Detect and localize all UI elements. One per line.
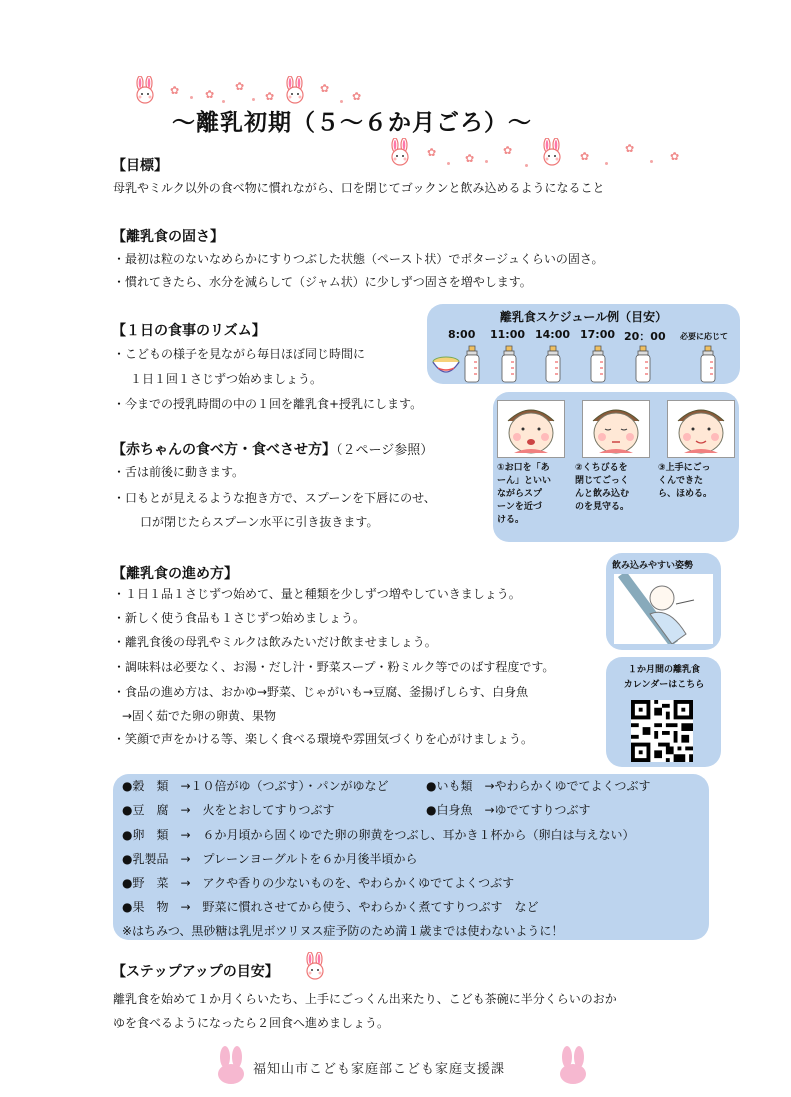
flower-icon: ✿: [205, 88, 215, 101]
feeding-heading-text: 【赤ちゃんの食べ方・食べさせ方】: [112, 442, 336, 458]
step-caption-line: のを見守る。: [575, 502, 630, 512]
baby-face-icon: [498, 401, 564, 457]
feeding-heading: [112, 439, 433, 459]
bunny-silhouette-icon: [556, 1045, 590, 1085]
schedule-time: 8:00: [448, 328, 476, 341]
dot-icon: [252, 98, 255, 101]
step-caption-line: ①お口を「あ: [497, 463, 550, 473]
page-title: ～離乳初期（５～６か月ごろ）～: [172, 110, 532, 136]
bunny-icon: [539, 138, 565, 166]
flower-icon: ✿: [670, 150, 680, 163]
goal-heading: 【目標】: [112, 158, 168, 174]
bottle-icon: [588, 344, 608, 384]
feeding-line: ・舌は前後に動きます。: [113, 465, 245, 479]
baby-face-icon: [668, 401, 734, 457]
dot-icon: [340, 100, 343, 103]
posture-label: 飲み込みやすい姿勢: [612, 561, 694, 571]
baby-face-icon: [583, 401, 649, 457]
schedule-time: 必要に応じて: [680, 332, 728, 341]
rhythm-line: ・こどもの様子を見ながら毎日ほぼ同じ時間に: [113, 347, 366, 361]
progress-line: ・調味料は必要なく、お湯・だし汁・野菜スープ・粉ミルク等でのばす程度です。: [113, 660, 555, 674]
food-item: ●野 菜 → アクや香りの少ないものを、やわらかくゆでてよくつぶす: [122, 876, 515, 890]
bottle-icon: [633, 344, 653, 384]
progress-line: ・笑顔で声をかける等、楽しく食べる環境や雰囲気づくりを心がけましょう。: [113, 732, 534, 746]
flower-icon: ✿: [465, 152, 475, 165]
bottle-icon: [499, 344, 519, 384]
firmness-line: ・最初は粒のないなめらかにすりつぶした状態（ペースト状）でポタージュくらいの固さ。: [113, 252, 604, 266]
step-caption-line: ーん」といい: [497, 476, 552, 486]
calendar-label-line: １か月間の離乳食: [627, 665, 700, 675]
progress-line: ・離乳食後の母乳やミルクは飲みたいだけ飲ませましょう。: [113, 635, 437, 649]
flower-icon: ✿: [580, 150, 590, 163]
calendar-label-line: カレンダーはこちら: [623, 680, 705, 690]
food-item: ●穀 類 →１０倍がゆ（つぶす）・パンがゆなど: [122, 779, 389, 793]
schedule-time: 20：00: [624, 330, 666, 343]
food-item: ●豆 腐 → 火をとおしてすりつぶす: [122, 803, 335, 817]
step-caption-line: ら、ほめる。: [658, 489, 713, 499]
baby-posture-icon: [614, 574, 713, 644]
bottle-icon: [698, 344, 718, 384]
bunny-icon: [302, 952, 328, 980]
progress-line: ・１日１品１さじずつ始めて、量と種類を少しずつ増やしていきましょう。: [113, 587, 521, 601]
schedule-time: 14:00: [535, 328, 571, 341]
rhythm-heading: 【１日の食事のリズム】: [112, 323, 266, 339]
step-caption-line: ②くちびるを: [575, 463, 628, 473]
flower-icon: ✿: [170, 84, 180, 97]
feeding-subnote: （２ページ参照）: [336, 443, 434, 458]
step-caption: [575, 462, 645, 514]
schedule-time: 11:00: [490, 328, 526, 341]
firmness-heading: 【離乳食の固さ】: [112, 229, 224, 245]
firmness-line: ・慣れてきたら、水分を減らして（ジャム状）に少しずつ固さを増やします。: [113, 275, 532, 289]
dot-icon: [605, 162, 608, 165]
flower-icon: ✿: [352, 90, 362, 103]
schedule-time: 17:00: [580, 328, 616, 341]
flower-icon: ✿: [320, 82, 330, 95]
food-item: ●乳製品 → プレーンヨーグルトを６か月後半頃から: [122, 852, 418, 866]
step-caption-line: ーンを近づ: [497, 502, 542, 512]
progress-line: ・新しく使う食品も１さじずつ始めましょう。: [113, 611, 366, 625]
food-item: ●卵 類 → ６か月頃から固くゆでた卵の卵黄をつぶし、耳かき１杯から（卵白は与えない）: [122, 828, 635, 842]
baby-face-illustration: [667, 400, 735, 458]
bunny-icon: [387, 138, 413, 166]
feeding-line: ・口もとが見えるような抱き方で、スプーンを下唇にのせ、: [113, 491, 436, 505]
step-caption-line: ける。: [497, 515, 525, 525]
stepup-heading: 【ステップアップの目安】: [112, 964, 279, 980]
rhythm-line: １日１回１さじずつ始めましょう。: [130, 372, 323, 386]
flower-icon: ✿: [265, 90, 275, 103]
schedule-title: 離乳食スケジュール例（目安）: [499, 310, 668, 324]
flower-icon: ✿: [427, 146, 437, 159]
step-caption-line: ながらスプ: [497, 489, 543, 499]
food-item: ●果 物 → 野菜に慣れさせてから使う、やわらかく煮てすりつぶす など: [122, 900, 539, 914]
feeding-line: 口が閉じたらスプーン水平に引き抜きます。: [140, 515, 379, 529]
bowl-icon: [430, 350, 462, 380]
dot-icon: [525, 164, 528, 167]
qr-code[interactable]: [630, 700, 694, 762]
step-caption: [497, 462, 567, 527]
step-caption-line: くんできた: [658, 476, 704, 486]
stepup-line: 離乳食を始めて１か月くらいたち、上手にごっくん出来たり、こども茶碗に半分くらいのおか: [113, 992, 617, 1006]
flower-icon: ✿: [625, 142, 635, 155]
warning-text: ※はちみつ、黒砂糖は乳児ボツリヌス症予防のため満１歳までは使わないように！: [122, 924, 564, 938]
step-caption-line: ③上手にごっ: [658, 463, 711, 473]
posture-illustration: [614, 574, 713, 644]
dot-icon: [190, 96, 193, 99]
flower-icon: ✿: [235, 80, 245, 93]
dot-icon: [650, 160, 653, 163]
dot-icon: [447, 162, 450, 165]
bunny-icon: [282, 76, 308, 104]
bottle-icon: [543, 344, 563, 384]
calendar-label: [612, 663, 716, 693]
stepup-line: ゆを食べるようになったら２回食へ進めましょう。: [113, 1016, 390, 1030]
decoration-right: [385, 138, 695, 168]
food-item: ●いも類 →やわらかくゆでてよくつぶす: [426, 779, 651, 793]
step-caption-line: 閉じてごっく: [575, 476, 629, 486]
step-caption: [658, 462, 728, 501]
decoration-top: [130, 76, 380, 106]
flower-icon: ✿: [503, 144, 513, 157]
bunny-icon: [132, 76, 158, 104]
progress-line: →固く茹でた卵の卵黄、果物: [122, 709, 277, 723]
baby-face-illustration: [582, 400, 650, 458]
footer-organization: 福知山市こども家庭部こども家庭支援課: [253, 1062, 506, 1077]
step-caption-line: んと飲み込む: [575, 489, 630, 499]
progress-heading: 【離乳食の進め方】: [112, 566, 238, 582]
rhythm-line: ・今までの授乳時間の中の１回を離乳食+授乳にします。: [113, 397, 423, 411]
bottle-icon: [462, 344, 482, 384]
dot-icon: [485, 160, 488, 163]
goal-text: 母乳やミルク以外の食べ物に慣れながら、口を閉じてゴックンと飲み込めるようになること: [113, 181, 605, 195]
food-item: ●白身魚 →ゆでてすりつぶす: [426, 803, 591, 817]
bunny-silhouette-icon: [214, 1045, 248, 1085]
progress-line: ・食品の進め方は、おかゆ→野菜、じゃがいも→豆腐、釜揚げしらす、白身魚: [113, 685, 529, 699]
baby-face-illustration: [497, 400, 565, 458]
dot-icon: [222, 100, 225, 103]
